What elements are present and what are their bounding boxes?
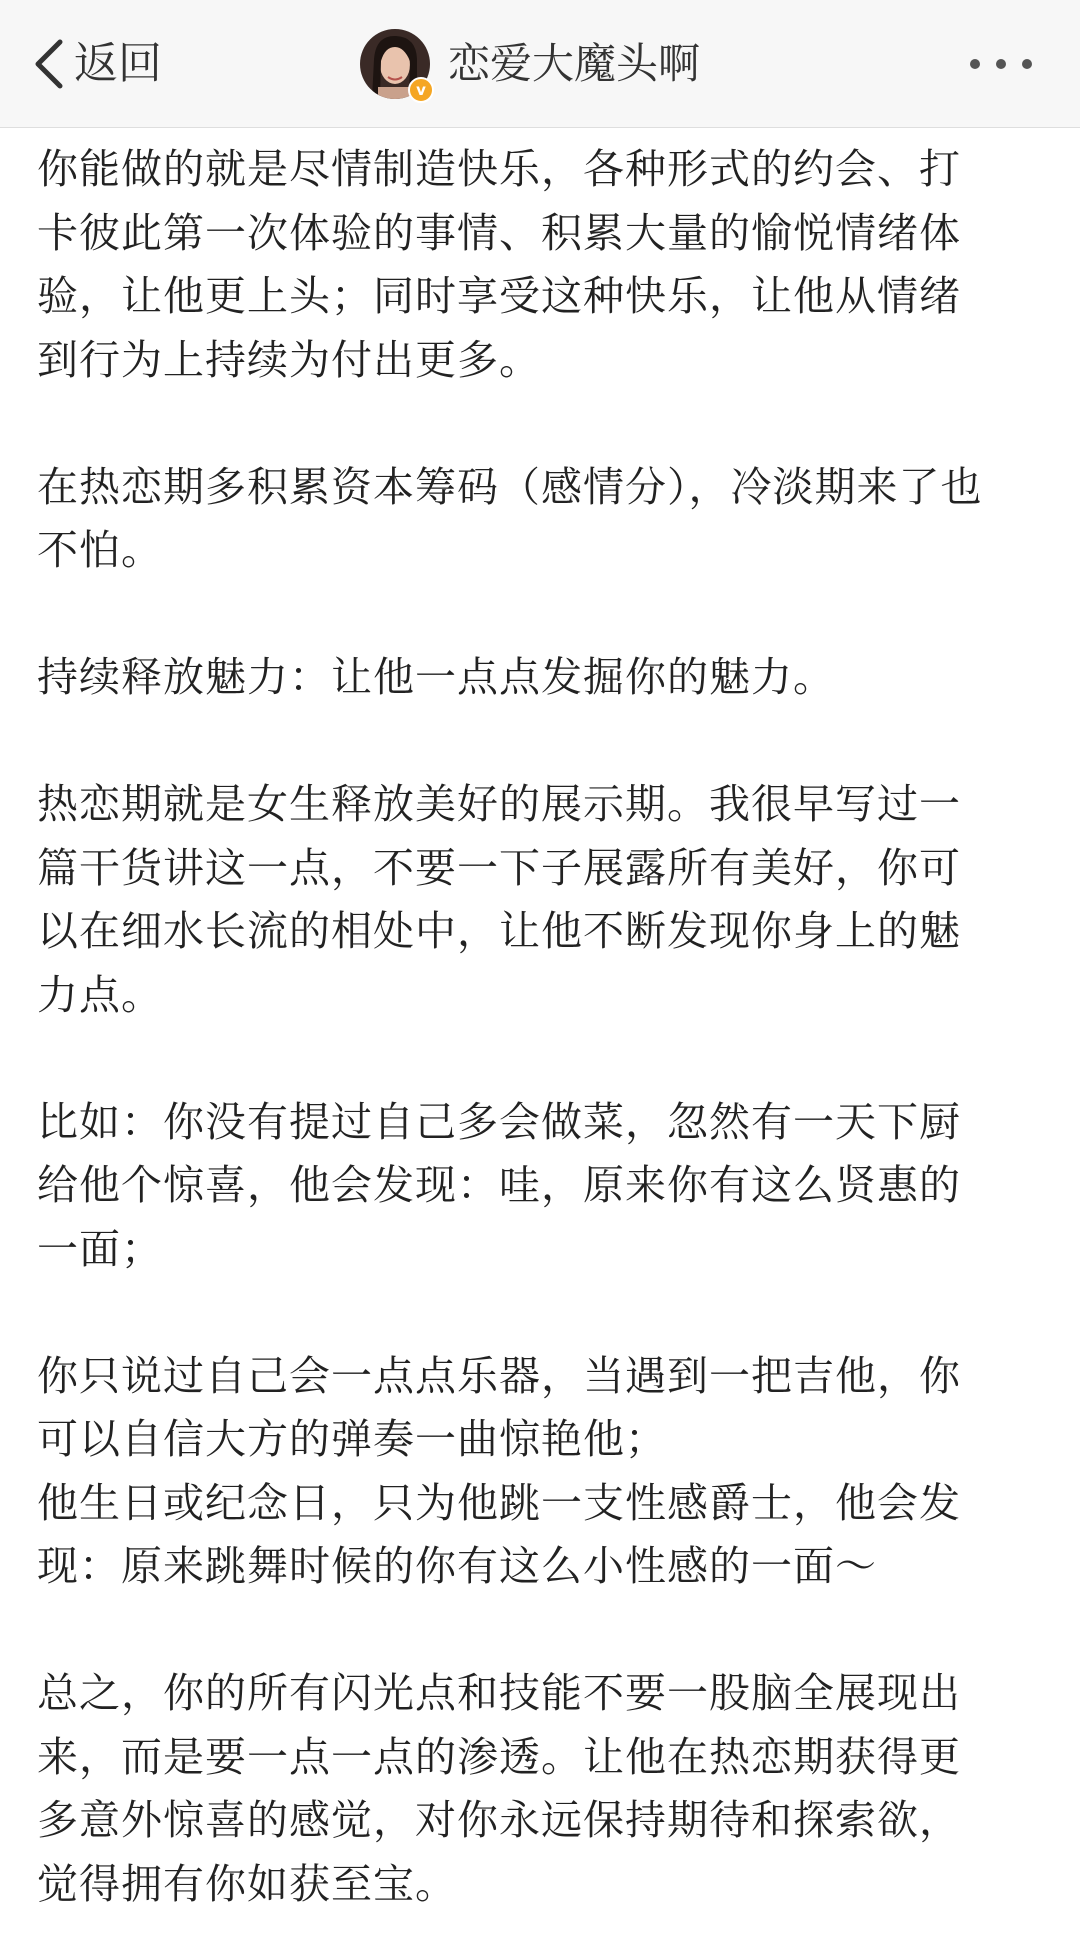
text-line: 卡彼此第一次体验的事情、积累大量的愉悦情绪体	[37, 208, 961, 257]
text-line: 一面；	[37, 1224, 163, 1273]
text-line: 多意外惊喜的感觉，对你永远保持期待和探索欲，	[37, 1796, 961, 1844]
more-dots-icon	[970, 59, 980, 69]
back-label: 返回	[74, 38, 162, 89]
chevron-left-icon	[30, 36, 68, 92]
author-name[interactable]: 恋爱大魔头啊	[448, 39, 701, 88]
post-paragraph	[37, 138, 1047, 392]
post-paragraph	[37, 1662, 1047, 1916]
text-line: 你能做的就是尽情制造快乐，各种形式的约会、打	[37, 145, 961, 193]
text-line: 现：原来跳舞时候的你有这么小性感的一面～	[37, 1542, 877, 1590]
text-line: 篇干货讲这一点，不要一下子展露所有美好，你可	[37, 843, 961, 892]
post-paragraph	[37, 1091, 1047, 1282]
text-line: 以在细水长流的相处中，让他不断发现你身上的魅	[37, 907, 961, 955]
text-line: 验，让他更上头；同时享受这种快乐，让他从情绪	[37, 272, 961, 320]
post-paragraph	[37, 773, 1047, 1027]
text-line: 持续释放魅力：让他一点点发掘你的魅力。	[37, 653, 835, 701]
post-paragraph	[37, 456, 1047, 583]
text-line: 来，而是要一点一点的渗透。让他在热恋期获得更	[37, 1732, 961, 1781]
text-line: 力点。	[37, 970, 163, 1019]
post-paragraph	[37, 1345, 1047, 1599]
post-body	[37, 138, 1047, 1916]
text-line: 给他个惊喜，他会发现：哇，原来你有这么贤惠的	[37, 1161, 961, 1209]
text-line: 他生日或纪念日，只为他跳一支性感爵士，他会发	[37, 1478, 961, 1527]
post-paragraph	[37, 646, 1047, 710]
avatar[interactable]	[360, 29, 430, 99]
text-line: 总之，你的所有闪光点和技能不要一股脑全展现出	[37, 1669, 961, 1717]
text-line: 可以自信大方的弹奏一曲惊艳他；	[37, 1415, 667, 1463]
more-options-button[interactable]	[970, 44, 1070, 84]
text-line: 到行为上持续为付出更多。	[37, 335, 541, 384]
author-profile[interactable]	[360, 27, 700, 101]
text-line: 不怕。	[37, 526, 163, 574]
top-navigation-bar	[0, 0, 1080, 128]
verified-badge-icon: v	[408, 77, 434, 103]
text-line: 比如：你没有提过自己多会做菜，忽然有一天下厨	[37, 1097, 961, 1146]
text-line: 你只说过自己会一点点乐器，当遇到一把吉他，你	[37, 1351, 961, 1400]
text-line: 在热恋期多积累资本筹码（感情分），冷淡期来了也	[37, 462, 983, 511]
back-button[interactable]	[30, 30, 162, 98]
text-line: 觉得拥有你如获至宝。	[37, 1859, 457, 1908]
text-line: 热恋期就是女生释放美好的展示期。我很早写过一	[37, 780, 961, 828]
